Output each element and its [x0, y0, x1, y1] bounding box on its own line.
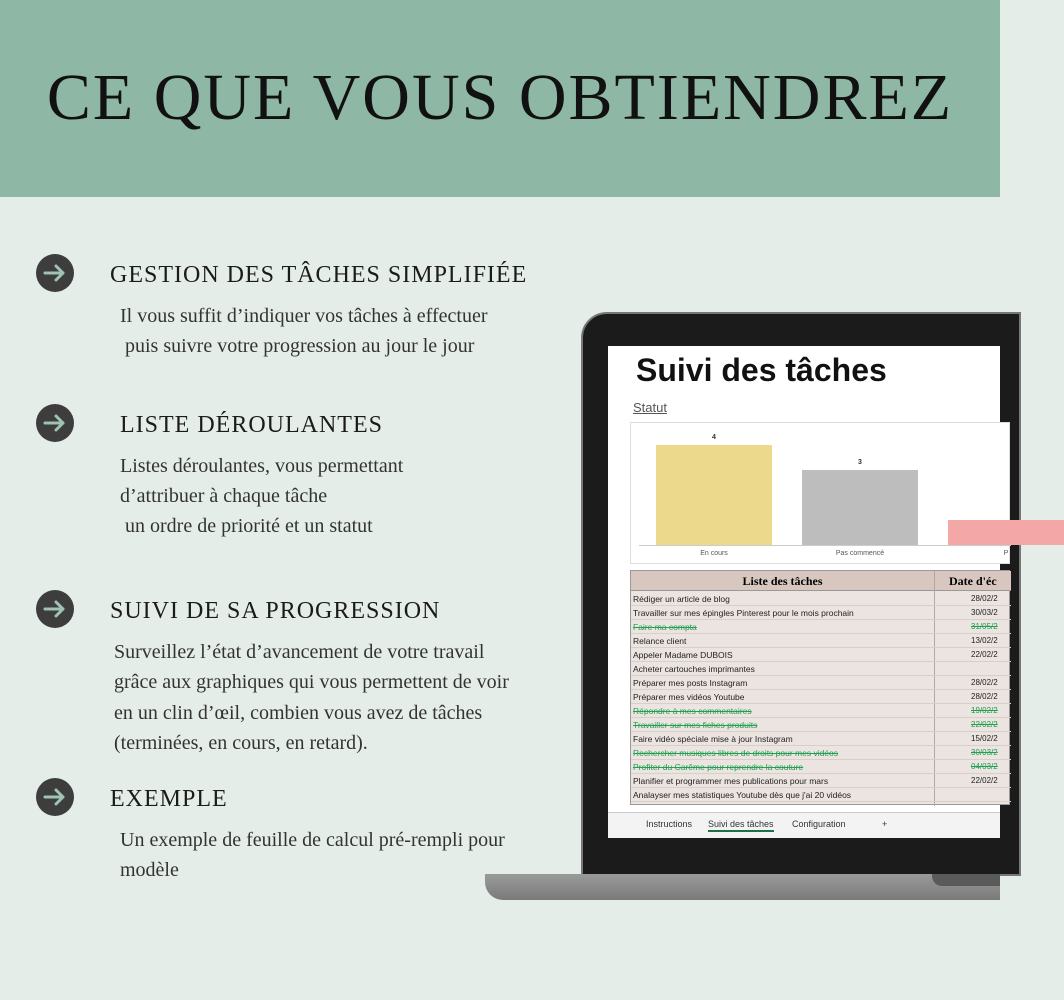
table-row[interactable] [631, 662, 1011, 676]
chart-bar [802, 470, 918, 545]
feature-text: Surveillez l’état d’avancement de votre travail [114, 641, 485, 663]
sheet-tabs-bar [608, 812, 1000, 838]
table-row[interactable] [631, 592, 1011, 606]
task-cell[interactable]: Préparer mes posts Instagram [633, 678, 748, 688]
task-cell[interactable]: Rechercher musiques libres de droits pour mes vidéos [633, 748, 839, 758]
feature-title: EXEMPLE [110, 786, 228, 812]
date-cell[interactable]: 28/02/2 [971, 692, 998, 701]
laptop-base-notch [932, 874, 1000, 886]
date-cell[interactable]: 15/02/2 [971, 734, 998, 743]
date-cell[interactable]: 30/03/2 [971, 748, 998, 757]
chart-bar [656, 445, 772, 545]
date-cell[interactable]: 30/03/2 [971, 608, 998, 617]
task-cell[interactable]: Planifier et programmer mes publications pour mars [633, 776, 829, 786]
task-cell[interactable]: Relance client [633, 636, 687, 646]
feature-text: (terminées, en cours, en retard). [114, 732, 368, 754]
table-row[interactable] [631, 732, 1011, 746]
add-sheet-button[interactable]: + [882, 819, 888, 829]
table-row[interactable] [631, 788, 1011, 802]
date-cell[interactable]: 22/02/2 [971, 650, 998, 659]
status-bar-chart [630, 422, 1010, 564]
bar-value-label: 3 [858, 459, 862, 466]
feature-title: SUIVI DE SA PROGRESSION [110, 598, 441, 624]
feature-text: grâce aux graphiques qui vous permettent de voir [114, 671, 509, 693]
column-header-tasks[interactable]: Liste des tâches [742, 574, 823, 588]
feature-text: Listes déroulantes, vous permettant [120, 455, 404, 477]
task-table [630, 570, 1010, 805]
column-header-date[interactable]: Date d'éc [949, 574, 997, 588]
feature-text: en un clin d’œil, combien vous avez de tâches [114, 702, 483, 724]
feature-text: un ordre de priorité et un statut [120, 515, 373, 537]
table-row[interactable] [631, 746, 1011, 760]
task-cell[interactable]: Préparer mes vidéos Youtube [633, 692, 745, 702]
laptop-screen [608, 346, 1009, 838]
bar-category-label: En cours [700, 550, 728, 557]
date-cell[interactable]: 22/02/2 [971, 776, 998, 785]
date-cell[interactable]: 19/02/2 [971, 706, 998, 715]
table-row[interactable] [631, 690, 1011, 704]
table-row[interactable] [631, 620, 1011, 634]
sheet-tab[interactable]: Instructions [646, 819, 693, 829]
sheet-tab[interactable]: Configuration [792, 819, 846, 829]
bar-category-label: Pas commencé [835, 550, 885, 557]
bar-value-label: 4 [712, 434, 716, 441]
task-cell[interactable]: Analayser mes statistiques Youtube dès que j'ai 20 vidéos [633, 790, 852, 800]
chart-label-link[interactable]: Statut [633, 400, 667, 415]
date-cell[interactable]: 31/05/2 [971, 622, 998, 631]
feature-text: d’attribuer à chaque tâche [120, 485, 328, 507]
bar-category-label: P [1003, 550, 1009, 557]
feature-title: GESTION DES TÂCHES SIMPLIFIÉE [110, 262, 528, 288]
date-cell[interactable]: 22/02/2 [971, 720, 998, 729]
table-row[interactable] [631, 648, 1011, 662]
date-cell[interactable]: 28/02/2 [971, 594, 998, 603]
table-row[interactable] [631, 704, 1011, 718]
task-cell[interactable]: Répondre à mes commentaires [633, 706, 752, 716]
table-row[interactable] [631, 774, 1011, 788]
feature-text: modèle [120, 859, 179, 881]
date-cell[interactable]: 04/03/2 [971, 762, 998, 771]
date-cell[interactable]: 28/02/2 [971, 678, 998, 687]
sheet-tab[interactable]: Suivi des tâches [708, 819, 774, 832]
arrow-right-icon [36, 590, 74, 628]
table-row[interactable] [631, 718, 1011, 732]
task-cell[interactable]: Faire ma compta [633, 622, 697, 632]
task-cell[interactable]: Faire vidéo spéciale mise à jour Instagram [633, 734, 793, 744]
sheet-title: Suivi des tâches [636, 352, 887, 388]
table-row[interactable] [631, 634, 1011, 648]
feature-text: Un exemple de feuille de calcul pré-rempli pour [120, 829, 505, 851]
chart-bar [948, 520, 1064, 545]
arrow-right-icon [36, 778, 74, 816]
arrow-right-icon [36, 254, 74, 292]
task-cell[interactable]: Profiter du Carême pour reprendre la couture [633, 762, 804, 772]
task-cell[interactable]: Travailler sur mes fiches produits [633, 720, 758, 730]
header-banner [0, 0, 1000, 197]
task-cell[interactable]: Rédiger un article de blog [633, 594, 730, 604]
table-row[interactable] [631, 760, 1011, 774]
task-cell[interactable]: Appeler Madame DUBOIS [633, 650, 733, 660]
date-cell[interactable]: 13/02/2 [971, 636, 998, 645]
page-title: CE QUE VOUS OBTIENDREZ [46, 61, 954, 134]
feature-title: LISTE DÉROULANTES [120, 412, 383, 438]
chart-axis [639, 545, 1011, 546]
task-cell[interactable]: Travailler sur mes épingles Pinterest pour le mois prochain [633, 608, 854, 618]
laptop-base [485, 874, 1000, 900]
feature-text: Il vous suffit d’indiquer vos tâches à effectuer [120, 305, 488, 327]
feature-text: puis suivre votre progression au jour le jour [120, 335, 475, 357]
table-header [631, 571, 1011, 591]
arrow-right-icon [36, 404, 74, 442]
task-cell[interactable]: Acheter cartouches imprimantes [633, 664, 755, 674]
table-row[interactable] [631, 606, 1011, 620]
table-row[interactable] [631, 676, 1011, 690]
